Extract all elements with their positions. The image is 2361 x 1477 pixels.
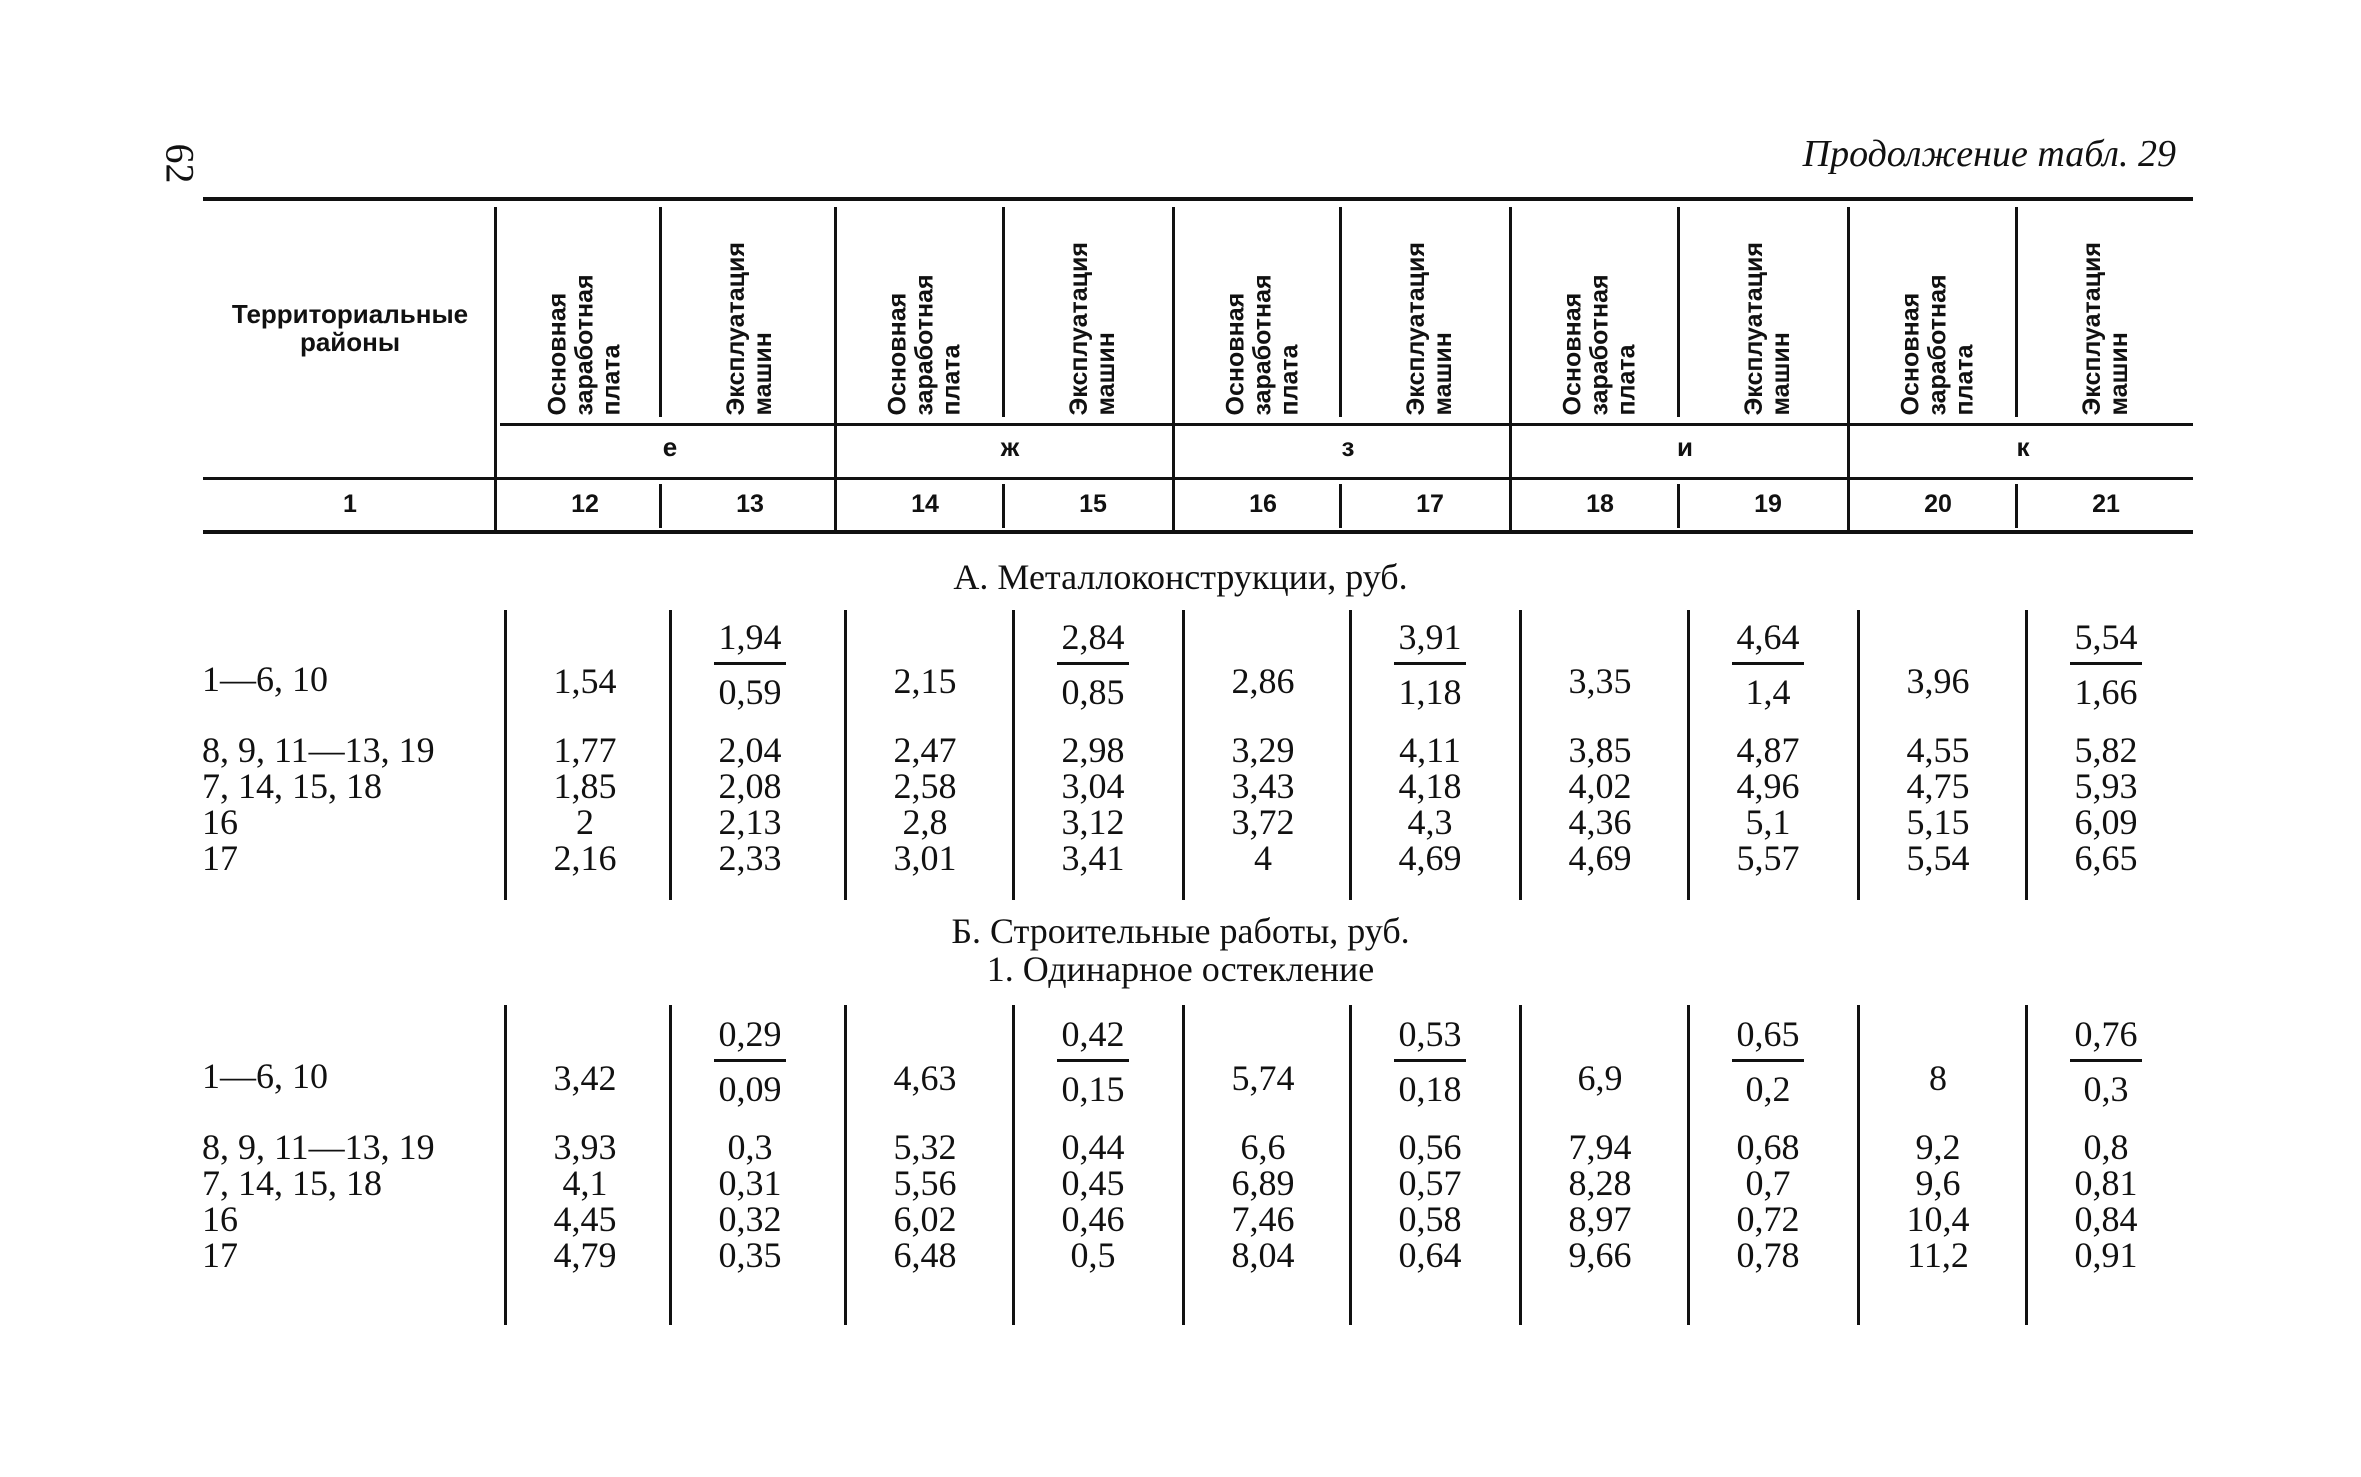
- table-cell: 3,41: [1061, 838, 1125, 878]
- column-heading-machines: Эксплуатация машин: [1065, 241, 1120, 415]
- group-letter: е: [662, 432, 678, 462]
- table-cell: 2,13: [718, 802, 782, 842]
- table-cell: 0,7: [1745, 1163, 1791, 1203]
- fraction-numerator: 4,64: [1736, 617, 1800, 657]
- table-cell: 4,79: [553, 1235, 617, 1275]
- fraction-cell: [1008, 1015, 1178, 1108]
- row-label: 16: [202, 802, 238, 842]
- table-cell: 3,42: [553, 1058, 617, 1098]
- section-b-subtitle: 1. Одинарное остекление: [986, 949, 1375, 989]
- column-heading-wage: Основная заработная плата: [1558, 273, 1641, 415]
- table-cell: 0,84: [2074, 1199, 2138, 1239]
- table-cell: 0,32: [718, 1199, 782, 1239]
- table-cell: 0,44: [1061, 1127, 1125, 1167]
- table-cell: 0,57: [1398, 1163, 1462, 1203]
- table-cell: 5,15: [1906, 802, 1970, 842]
- table-cell: 0,5: [1070, 1235, 1116, 1275]
- table-cell: 5,32: [893, 1127, 957, 1167]
- column-heading: [1178, 200, 1348, 415]
- fraction-cell: [2021, 1015, 2191, 1108]
- table-cell: 9,6: [1915, 1163, 1961, 1203]
- row-label: 7, 14, 15, 18: [202, 1163, 382, 1203]
- fraction-bar: [1394, 662, 1466, 665]
- table-cell: 6,09: [2074, 802, 2138, 842]
- table-cell: 3,43: [1231, 766, 1295, 806]
- table-cell: 3,04: [1061, 766, 1125, 806]
- table-cell: 4,45: [553, 1199, 617, 1239]
- table-cell: 5,56: [893, 1163, 957, 1203]
- table-cell: 0,81: [2074, 1163, 2138, 1203]
- table-cell: 4,69: [1568, 838, 1632, 878]
- table-cell: 4,1: [562, 1163, 608, 1203]
- column-heading: [840, 200, 1010, 415]
- table-cell: 5,74: [1231, 1058, 1295, 1098]
- table-cell: 2,8: [902, 802, 948, 842]
- fraction-numerator: 2,84: [1061, 617, 1125, 657]
- fraction-numerator: 1,94: [718, 617, 782, 657]
- column-number: 12: [571, 490, 599, 518]
- table-cell: 0,68: [1736, 1127, 1800, 1167]
- table-cell: 3,93: [553, 1127, 617, 1167]
- table-cell: 0,72: [1736, 1199, 1800, 1239]
- column-heading: [1008, 200, 1178, 415]
- table-cell: 4,36: [1568, 802, 1632, 842]
- fraction-denominator: 0,2: [1745, 1069, 1791, 1109]
- table-cell: 0,58: [1398, 1199, 1462, 1239]
- fraction-numerator: 0,42: [1061, 1014, 1125, 1054]
- table-cell: 9,66: [1568, 1235, 1632, 1275]
- table-cell: 10,4: [1906, 1199, 1970, 1239]
- column-number: 20: [1924, 490, 1952, 518]
- fraction-denominator: 0,85: [1061, 672, 1125, 712]
- group-letter: и: [1677, 432, 1693, 462]
- column-heading: [1683, 200, 1853, 415]
- fraction-bar: [1057, 662, 1129, 665]
- fraction-denominator: 0,09: [718, 1069, 782, 1109]
- fraction-denominator: 1,4: [1745, 672, 1791, 712]
- table-cell: 0,46: [1061, 1199, 1125, 1239]
- fraction-cell: [1345, 1015, 1515, 1108]
- column-heading: [1515, 200, 1685, 415]
- column-heading-wage: Основная заработная плата: [1221, 273, 1304, 415]
- column-number: 19: [1754, 490, 1782, 518]
- table-cell: 5,1: [1745, 802, 1791, 842]
- table-cell: 1,85: [553, 766, 617, 806]
- table-cell: 8,04: [1231, 1235, 1295, 1275]
- fraction-numerator: 0,53: [1398, 1014, 1462, 1054]
- column-heading-machines: Эксплуатация машин: [722, 241, 777, 415]
- column-number: 15: [1079, 490, 1107, 518]
- fraction-denominator: 1,18: [1398, 672, 1462, 712]
- column-heading: [2021, 200, 2191, 415]
- table-cell: 0,3: [727, 1127, 773, 1167]
- page-number: 62: [157, 143, 203, 184]
- fraction-cell: [1345, 618, 1515, 711]
- fraction-bar: [2070, 662, 2142, 665]
- section-a-title: А. Металлоконструкции, руб.: [953, 557, 1408, 597]
- table-cell: 3,96: [1906, 661, 1970, 701]
- table-cell: 5,57: [1736, 838, 1800, 878]
- fraction-bar: [1057, 1059, 1129, 1062]
- column-number: 1: [343, 490, 357, 518]
- table-cell: 4,75: [1906, 766, 1970, 806]
- fraction-denominator: 0,15: [1061, 1069, 1125, 1109]
- table-cell: 4,11: [1399, 730, 1461, 770]
- row-label: 16: [202, 1199, 238, 1239]
- row-label: 1—6, 10: [202, 659, 328, 699]
- table-cell: 8: [1929, 1058, 1947, 1098]
- fraction-denominator: 0,59: [718, 672, 782, 712]
- row-header: Территориальные районы: [231, 299, 469, 357]
- table-cell: 4,55: [1906, 730, 1970, 770]
- column-number: 18: [1586, 490, 1614, 518]
- table-cell: 8,97: [1568, 1199, 1632, 1239]
- fraction-cell: [1683, 1015, 1853, 1108]
- fraction-bar: [714, 1059, 786, 1062]
- table-cell: 2,86: [1231, 661, 1295, 701]
- table-caption: Продолжение табл. 29: [1802, 133, 2176, 175]
- fraction-bar: [2070, 1059, 2142, 1062]
- table-cell: 4,69: [1398, 838, 1462, 878]
- table-cell: 0,8: [2083, 1127, 2129, 1167]
- group-letter: к: [2016, 432, 2030, 462]
- table-cell: 0,45: [1061, 1163, 1125, 1203]
- table-cell: 11,2: [1907, 1235, 1969, 1275]
- table-cell: 3,35: [1568, 661, 1632, 701]
- table-cell: 4,63: [893, 1058, 957, 1098]
- row-label: 8, 9, 11—13, 19: [202, 730, 435, 770]
- table-cell: 4: [1254, 838, 1272, 878]
- row-label: 17: [202, 838, 238, 878]
- group-letter: з: [1341, 432, 1355, 462]
- table-cell: 0,56: [1398, 1127, 1462, 1167]
- fraction-denominator: 0,18: [1398, 1069, 1462, 1109]
- table-cell: 6,9: [1577, 1058, 1623, 1098]
- table-cell: 7,94: [1568, 1127, 1632, 1167]
- table-cell: 6,89: [1231, 1163, 1295, 1203]
- row-label: 1—6, 10: [202, 1056, 328, 1096]
- table-cell: 2,47: [893, 730, 957, 770]
- table-cell: 4,3: [1407, 802, 1453, 842]
- table-cell: 3,85: [1568, 730, 1632, 770]
- table-cell: 5,54: [1906, 838, 1970, 878]
- table-cell: 5,93: [2074, 766, 2138, 806]
- header-column-divider: [494, 207, 497, 532]
- fraction-numerator: 0,76: [2074, 1014, 2138, 1054]
- column-number: 14: [911, 490, 939, 518]
- column-heading-wage: Основная заработная плата: [543, 273, 626, 415]
- column-heading: [1345, 200, 1515, 415]
- header-letter-rule: [203, 477, 2193, 480]
- fraction-denominator: 1,66: [2074, 672, 2138, 712]
- fraction-bar: [1394, 1059, 1466, 1062]
- header-bottom-rule: [203, 530, 2193, 534]
- column-number: 13: [736, 490, 764, 518]
- table-cell: 6,48: [893, 1235, 957, 1275]
- fraction-cell: [1008, 618, 1178, 711]
- table-cell: 1,77: [553, 730, 617, 770]
- table-cell: 9,2: [1915, 1127, 1961, 1167]
- table-cell: 2,08: [718, 766, 782, 806]
- fraction-denominator: 0,3: [2083, 1069, 2129, 1109]
- fraction-cell: [665, 1015, 835, 1108]
- table-cell: 1,54: [553, 661, 617, 701]
- section-b-title: Б. Строительные работы, руб.: [951, 911, 1410, 951]
- table-cell: 0,31: [718, 1163, 782, 1203]
- fraction-cell: [1683, 618, 1853, 711]
- fraction-bar: [714, 662, 786, 665]
- fraction-numerator: 0,29: [718, 1014, 782, 1054]
- column-heading: [500, 200, 670, 415]
- table-cell: 6,02: [893, 1199, 957, 1239]
- table-cell: 2,98: [1061, 730, 1125, 770]
- table-cell: 3,01: [893, 838, 957, 878]
- table-cell: 2,04: [718, 730, 782, 770]
- column-heading-machines: Эксплуатация машин: [2078, 241, 2133, 415]
- table-cell: 0,35: [718, 1235, 782, 1275]
- column-heading-machines: Эксплуатация машин: [1740, 241, 1795, 415]
- column-heading-wage: Основная заработная плата: [883, 273, 966, 415]
- table-cell: 8,28: [1568, 1163, 1632, 1203]
- table-cell: 2,33: [718, 838, 782, 878]
- table-cell: 4,18: [1398, 766, 1462, 806]
- table-cell: 5,82: [2074, 730, 2138, 770]
- table-cell: 3,29: [1231, 730, 1295, 770]
- column-number: 17: [1416, 490, 1444, 518]
- column-heading-wage: Основная заработная плата: [1896, 273, 1979, 415]
- fraction-cell: [2021, 618, 2191, 711]
- fraction-numerator: 3,91: [1398, 617, 1462, 657]
- header-group-rule: [500, 423, 2193, 426]
- table-cell: 2,16: [553, 838, 617, 878]
- row-label: 17: [202, 1235, 238, 1275]
- column-heading: [1853, 200, 2023, 415]
- table-cell: 0,78: [1736, 1235, 1800, 1275]
- fraction-cell: [665, 618, 835, 711]
- fraction-numerator: 0,65: [1736, 1014, 1800, 1054]
- table-cell: 7,46: [1231, 1199, 1295, 1239]
- table-cell: 4,96: [1736, 766, 1800, 806]
- column-heading-machines: Эксплуатация машин: [1402, 241, 1457, 415]
- fraction-bar: [1732, 1059, 1804, 1062]
- table-cell: 3,12: [1061, 802, 1125, 842]
- table-cell: 4,02: [1568, 766, 1632, 806]
- row-label: 7, 14, 15, 18: [202, 766, 382, 806]
- column-number: 21: [2092, 490, 2120, 518]
- table-cell: 6,65: [2074, 838, 2138, 878]
- fraction-numerator: 5,54: [2074, 617, 2138, 657]
- table-cell: 2: [576, 802, 594, 842]
- table-cell: 2,58: [893, 766, 957, 806]
- table-cell: 2,15: [893, 661, 957, 701]
- table-cell: 0,64: [1398, 1235, 1462, 1275]
- fraction-bar: [1732, 662, 1804, 665]
- column-number: 16: [1249, 490, 1277, 518]
- column-heading: [665, 200, 835, 415]
- group-letter: ж: [1000, 432, 1020, 462]
- table-cell: 6,6: [1240, 1127, 1286, 1167]
- table-cell: 0,91: [2074, 1235, 2138, 1275]
- table-cell: 4,87: [1736, 730, 1800, 770]
- row-label: 8, 9, 11—13, 19: [202, 1127, 435, 1167]
- table-cell: 3,72: [1231, 802, 1295, 842]
